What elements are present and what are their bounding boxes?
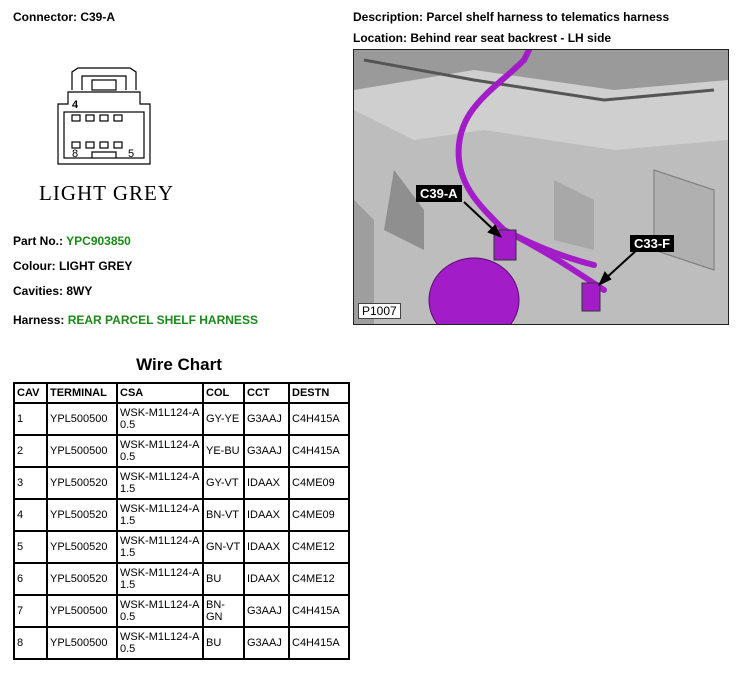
cell-cav: 8 <box>14 627 47 659</box>
cell-terminal: YPL500520 <box>47 467 117 499</box>
header-col: COL <box>203 383 244 403</box>
cell-csa: WSK-M1L124-A 1.5 <box>117 467 203 499</box>
wire-chart-title: Wire Chart <box>136 355 222 374</box>
pin-number-8: 8 <box>72 148 79 160</box>
wire-chart-table <box>13 382 350 660</box>
photo-reference: P1007 <box>358 303 401 319</box>
part-number <box>13 234 131 248</box>
cell-csa: WSK-M1L124-A 1.5 <box>117 563 203 595</box>
cell-cav: 5 <box>14 531 47 563</box>
pin-number-4: 4 <box>72 99 79 111</box>
callout-c39-a: C39-A <box>416 185 462 202</box>
cell-destn: C4H415A <box>289 627 349 659</box>
cell-col: BU <box>203 563 244 595</box>
cell-destn: C4H415A <box>289 595 349 627</box>
cell-csa: WSK-M1L124-A 0.5 <box>117 595 203 627</box>
table-row <box>14 627 349 659</box>
cell-cct: G3AAJ <box>244 627 289 659</box>
harness-info <box>13 313 258 327</box>
cell-cct: IDAAX <box>244 531 289 563</box>
callout-c33-f: C33-F <box>630 235 674 252</box>
cell-cav: 7 <box>14 595 47 627</box>
header-csa: CSA <box>117 383 203 403</box>
cell-destn: C4ME12 <box>289 563 349 595</box>
cell-destn: C4ME09 <box>289 467 349 499</box>
cell-csa: WSK-M1L124-A 0.5 <box>117 627 203 659</box>
cell-cct: IDAAX <box>244 563 289 595</box>
harness-value: REAR PARCEL SHELF HARNESS <box>67 313 258 327</box>
cell-csa: WSK-M1L124-A 0.5 <box>117 403 203 435</box>
cell-csa: WSK-M1L124-A 1.5 <box>117 531 203 563</box>
cell-cct: IDAAX <box>244 499 289 531</box>
cell-terminal: YPL500500 <box>47 435 117 467</box>
cell-col: BN-VT <box>203 499 244 531</box>
cell-cct: IDAAX <box>244 467 289 499</box>
table-header-row <box>14 383 349 403</box>
cell-cav: 6 <box>14 563 47 595</box>
location-photo <box>353 49 729 325</box>
colour-info: Colour: LIGHT GREY <box>13 259 133 273</box>
cell-csa: WSK-M1L124-A 1.5 <box>117 499 203 531</box>
description: Description: Parcel shelf harness to telematics harness <box>353 10 670 24</box>
cell-cct: G3AAJ <box>244 595 289 627</box>
cell-col: GN-VT <box>203 531 244 563</box>
cell-terminal: YPL500520 <box>47 499 117 531</box>
table-row <box>14 531 349 563</box>
connector-face-diagram <box>52 66 157 170</box>
wire-chart-body <box>14 403 349 659</box>
cell-cav: 2 <box>14 435 47 467</box>
connector-label: Connector: C39-A <box>13 10 116 24</box>
table-row <box>14 435 349 467</box>
cell-col: GY-YE <box>203 403 244 435</box>
cavities-info: Cavities: 8WY <box>13 284 93 298</box>
location: Location: Behind rear seat backrest - LH side <box>353 31 612 45</box>
cell-cav: 4 <box>14 499 47 531</box>
cell-destn: C4H415A <box>289 403 349 435</box>
harness-label: Harness: <box>13 313 65 327</box>
cell-cav: 1 <box>14 403 47 435</box>
cell-destn: C4H415A <box>289 435 349 467</box>
table-row <box>14 499 349 531</box>
cell-destn: C4ME09 <box>289 499 349 531</box>
connector-colour-caption: LIGHT GREY <box>39 181 175 205</box>
cell-terminal: YPL500500 <box>47 595 117 627</box>
part-number-value: YPC903850 <box>66 234 131 248</box>
cell-col: YE-BU <box>203 435 244 467</box>
table-row <box>14 467 349 499</box>
part-number-label: Part No.: <box>13 234 64 248</box>
cell-terminal: YPL500520 <box>47 563 117 595</box>
cell-cct: G3AAJ <box>244 435 289 467</box>
header-cav: CAV <box>14 383 47 403</box>
table-row <box>14 403 349 435</box>
cell-terminal: YPL500500 <box>47 403 117 435</box>
cell-col: BU <box>203 627 244 659</box>
pin-number-5: 5 <box>128 148 135 160</box>
table-row <box>14 595 349 627</box>
cell-col: BN-GN <box>203 595 244 627</box>
cell-col: GY-VT <box>203 467 244 499</box>
header-cct: CCT <box>244 383 289 403</box>
cell-cav: 3 <box>14 467 47 499</box>
cell-terminal: YPL500520 <box>47 531 117 563</box>
cell-cct: G3AAJ <box>244 403 289 435</box>
header-terminal: TERMINAL <box>47 383 117 403</box>
cell-destn: C4ME12 <box>289 531 349 563</box>
cell-csa: WSK-M1L124-A 0.5 <box>117 435 203 467</box>
cell-terminal: YPL500500 <box>47 627 117 659</box>
table-row <box>14 563 349 595</box>
header-destn: DESTN <box>289 383 349 403</box>
